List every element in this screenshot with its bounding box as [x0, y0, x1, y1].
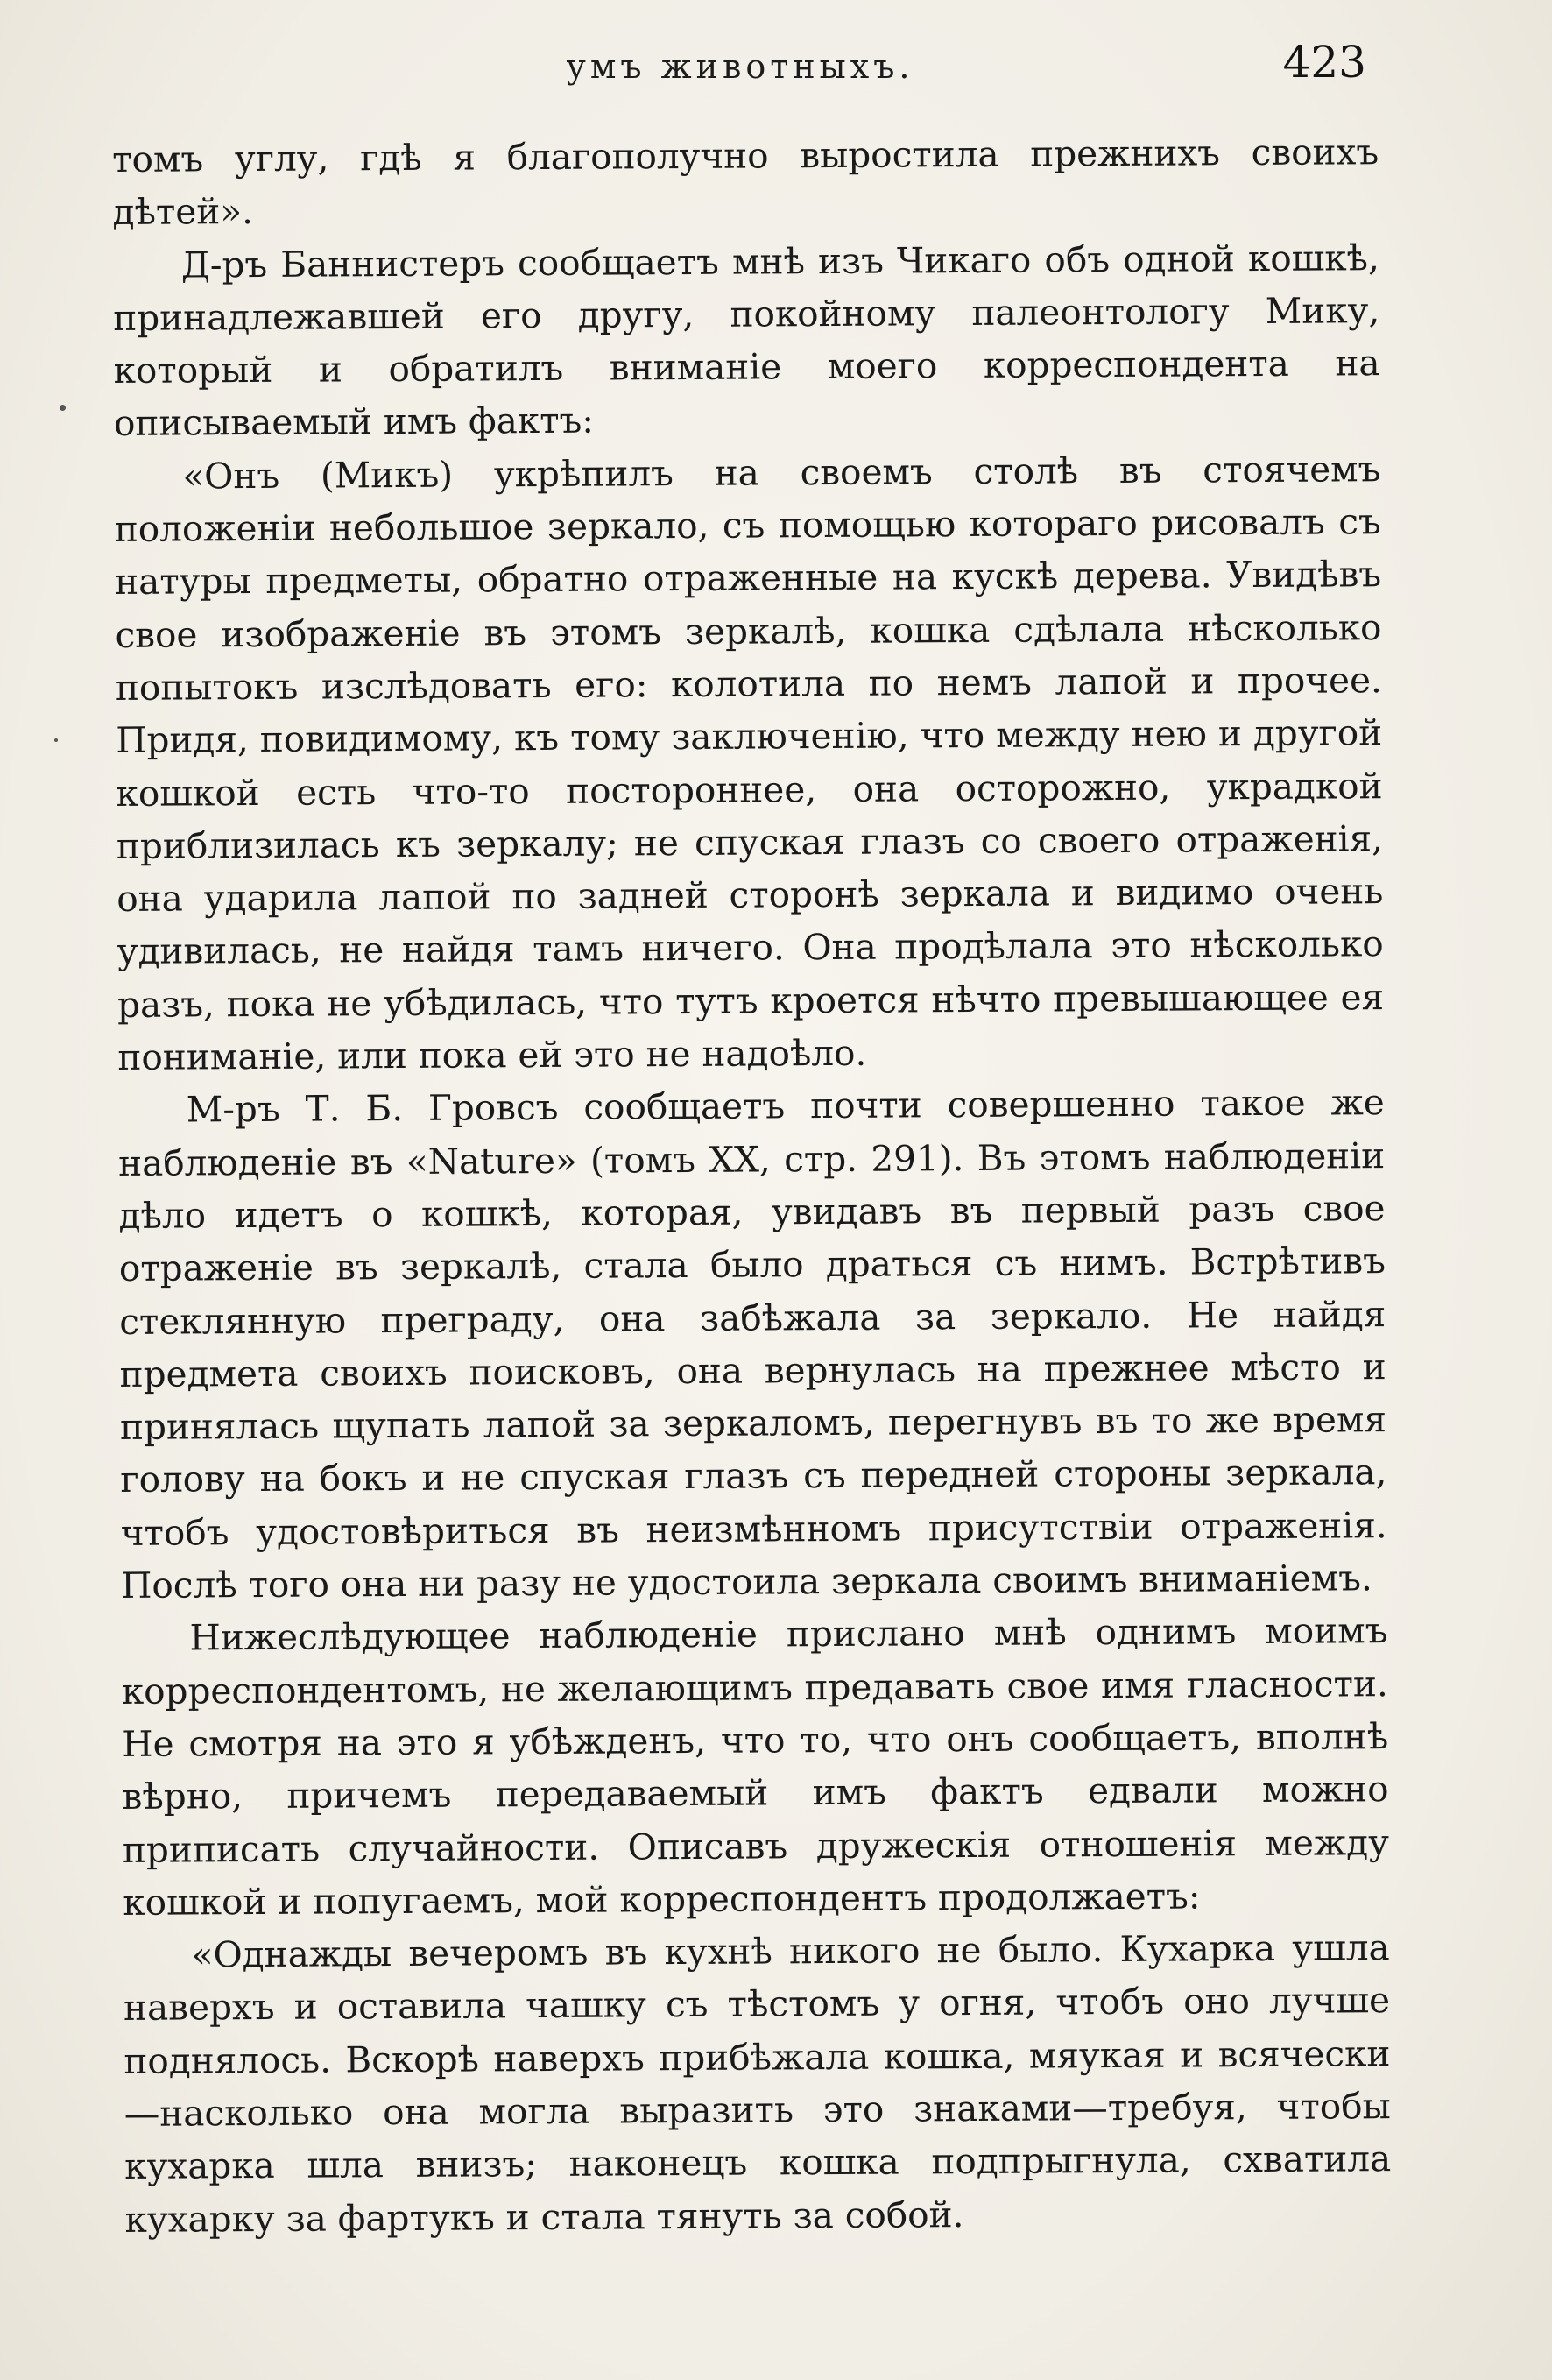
- paragraph-quote: «Онъ (Микъ) укрѣпилъ на своемъ столѣ въ стоячемъ положеніи небольшое зеркало, съ помощью котораго рисовалъ съ натуры предметы, обратно отраженные на кускѣ дерева. Увидѣвъ свое изображеніе въ этомъ зеркалѣ, кошка сдѣлала нѣсколько попытокъ изслѣдовать его: колотила по немъ лапой и прочее. Придя, повидимому, къ тому заключенію, что между нею и другой кошкой есть что-то постороннее, она осторожно, украдкой приблизилась къ зеркалу; не спуская глазъ со своего отраженія, она ударила лапой по задней сторонѣ зеркала и видимо очень удивилась, не найдя тамъ ничего. Она продѣлала это нѣсколько разъ, пока не убѣдилась, что тутъ кроется нѣчто превышающее ея пониманіе, или пока ей это не надоѣло.: [114, 447, 1385, 1079]
- ink-speck: [54, 738, 58, 742]
- paragraph-continuation: томъ углу, гдѣ я благополучно выростила прежнихъ своихъ дѣтей».: [112, 131, 1379, 234]
- body-text: [112, 125, 1392, 2246]
- paragraph: М-ръ Т. Б. Гровсъ сообщаетъ почти совершенно такое же наблюденіе въ «Nature» (томъ XX, стр. 291). Въ этомъ наблюденіи дѣло идетъ о кошкѣ, которая, увидавъ въ первый разъ свое отраженіе въ зеркалѣ, стала было драться съ нимъ. Встрѣтивъ стеклянную преграду, она забѣжала за зеркало. Не найдя предмета своихъ поисковъ, она вернулась на прежнее мѣсто и принялась щупать лапой за зеркаломъ, перегнувъ въ то же время голову на бокъ и не спуская глазъ съ передней стороны зеркала, чтобъ удостовѣриться въ неизмѣнномъ присутствіи отраженія. Послѣ того она ни разу не удостоила зеркала своимъ вниманіемъ.: [118, 1081, 1387, 1607]
- page-number: 423: [1282, 37, 1366, 88]
- paragraph: Нижеслѣдующее наблюденіе прислано мнѣ однимъ моимъ корреспондентомъ, не желающимъ предавать свое имя гласности. Не смотря на это я убѣжденъ, что то, что онъ сообщаетъ, вполнѣ вѣрно, причемъ передаваемый имъ фактъ едвали можно приписать случайности. Описавъ дружескія отношенія между кошкой и попугаемъ, мой корреспондентъ продолжаетъ:: [121, 1609, 1390, 1924]
- running-head: [114, 39, 1366, 100]
- paragraph: Д-ръ Баннистеръ сообщаетъ мнѣ изъ Чикаго объ одной кошкѣ, принадлежавшей его другу, покойному палеонтологу Мику, который и обратилъ вниманіе моего корреспондента на описываемый имъ фактъ:: [113, 236, 1380, 445]
- running-title: умъ животныхъ.: [566, 47, 914, 86]
- ink-speck: [60, 405, 66, 411]
- paragraph-quote: «Однажды вечеромъ въ кухнѣ никого не было. Кухарка ушла наверхъ и оставила чашку съ тѣстомъ у огня, чтобъ оно лучше поднялось. Вскорѣ наверхъ прибѣжала кошка, мяукая и всячески—насколько она могла выразить это знаками—требуя, чтобы кухарка шла внизъ; наконецъ кошка подпрыгнула, схватила кухарку за фартукъ и стала тянуть за собой.: [123, 1926, 1392, 2241]
